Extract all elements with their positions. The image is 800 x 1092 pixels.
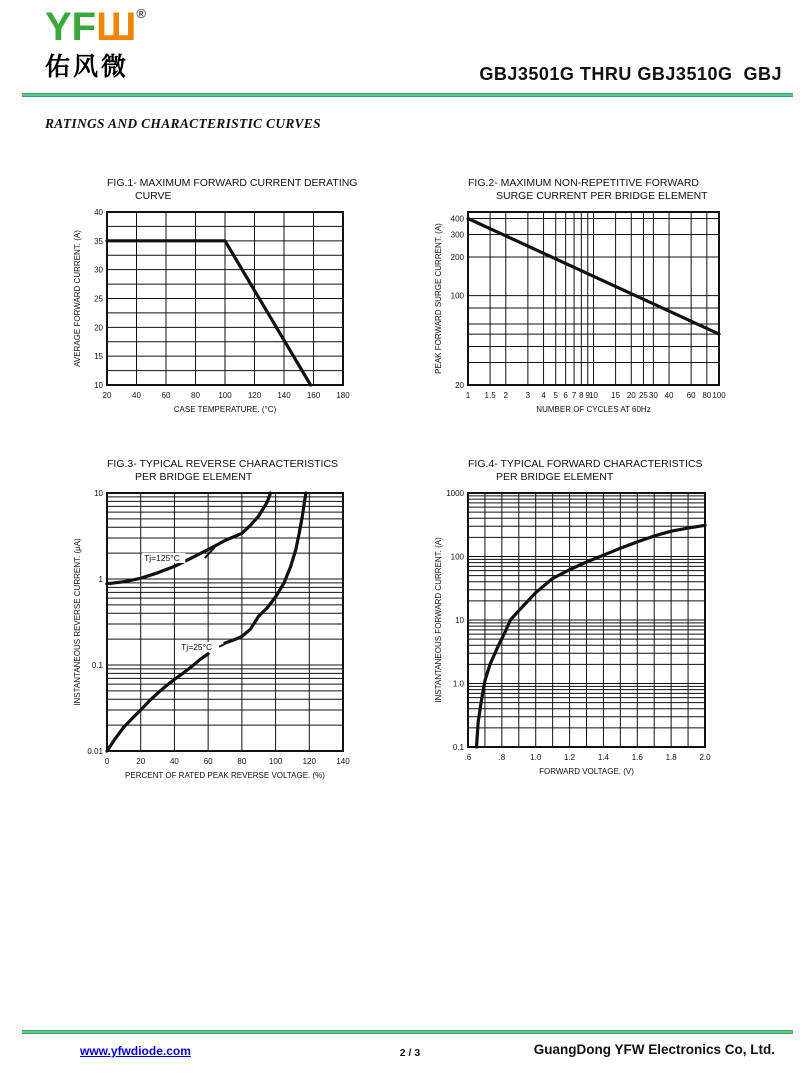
svg-text:60: 60 <box>203 757 213 767</box>
yfw-logo <box>45 5 146 83</box>
figure-2-title <box>468 177 728 202</box>
header-divider <box>22 93 793 97</box>
svg-text:NUMBER OF CYCLES AT 60Hz: NUMBER OF CYCLES AT 60Hz <box>536 405 651 415</box>
svg-text:25: 25 <box>94 294 103 304</box>
svg-text:1.4: 1.4 <box>597 753 609 763</box>
svg-text:80: 80 <box>237 757 247 767</box>
svg-text:160: 160 <box>306 391 321 401</box>
website-link[interactable]: www.yfwdiode.com <box>80 1044 191 1058</box>
figure-3 <box>71 458 352 785</box>
figure-4-chart <box>432 485 714 781</box>
svg-text:PEAK FORWARD SURGE CURRENT. (A: PEAK FORWARD SURGE CURRENT. (A) <box>434 223 443 375</box>
svg-text:0.01: 0.01 <box>87 747 103 757</box>
svg-text:100: 100 <box>450 291 464 301</box>
svg-text:10: 10 <box>455 616 464 626</box>
svg-text:2.0: 2.0 <box>699 753 711 763</box>
svg-text:.6: .6 <box>464 753 472 763</box>
svg-text:20: 20 <box>102 391 112 401</box>
svg-text:FORWARD VOLTAGE. (V): FORWARD VOLTAGE. (V) <box>539 767 634 777</box>
registered-trademark-icon: ® <box>136 6 146 21</box>
logo-chinese-name: 佑风微 <box>45 53 130 81</box>
svg-text:20: 20 <box>455 381 464 391</box>
svg-text:1: 1 <box>465 391 471 401</box>
svg-text:4: 4 <box>541 391 546 401</box>
svg-text:140: 140 <box>277 391 291 401</box>
figure-1 <box>71 177 357 419</box>
svg-text:1.0: 1.0 <box>452 679 464 689</box>
svg-text:30: 30 <box>94 265 103 275</box>
figure-1-title <box>107 177 357 202</box>
svg-text:9: 9 <box>585 391 590 401</box>
figure-2-title-line2: SURGE CURRENT PER BRIDGE ELEMENT <box>496 189 708 202</box>
svg-text:120: 120 <box>247 391 262 401</box>
figure-4-title-line2: PER BRIDGE ELEMENT <box>496 470 614 483</box>
svg-text:0: 0 <box>104 757 110 767</box>
svg-text:0.1: 0.1 <box>91 661 103 671</box>
section-title: RATINGS AND CHARACTERISTIC CURVES <box>45 116 321 131</box>
svg-text:300: 300 <box>450 230 464 240</box>
figure-4-title-line1: FIG.4- TYPICAL FORWARD CHARACTERISTICS <box>468 458 703 470</box>
svg-text:1.0: 1.0 <box>530 753 542 763</box>
figure-3-title-line1: FIG.3- TYPICAL REVERSE CHARACTERISTICS <box>107 458 339 470</box>
svg-text:2: 2 <box>503 391 509 401</box>
svg-text:7: 7 <box>571 391 577 401</box>
svg-text:100: 100 <box>218 391 232 401</box>
svg-text:10: 10 <box>94 381 103 391</box>
svg-text:400: 400 <box>450 214 464 224</box>
svg-text:120: 120 <box>302 757 316 767</box>
svg-text:AVERAGE FORWARD CURRENT. (A): AVERAGE FORWARD CURRENT. (A) <box>73 230 82 368</box>
svg-text:15: 15 <box>611 391 621 401</box>
svg-text:15: 15 <box>94 352 103 362</box>
part-number-title: GBJ3501G THRU GBJ3510G GBJ <box>479 64 782 84</box>
svg-text:20: 20 <box>626 391 636 401</box>
svg-text:35: 35 <box>94 237 103 247</box>
svg-text:100: 100 <box>450 552 464 562</box>
svg-text:PERCENT OF RATED PEAK REVERSE: PERCENT OF RATED PEAK REVERSE VOLTAGE. (%) <box>125 771 325 781</box>
svg-text:20: 20 <box>94 323 103 333</box>
logo-yf-text: YF <box>45 5 97 49</box>
figure-3-title-line2: PER BRIDGE ELEMENT <box>135 470 253 483</box>
svg-text:80: 80 <box>702 391 712 401</box>
page-indicator: 2 / 3 <box>399 1047 421 1059</box>
company-name: GuangDong YFW Electronics Co, Ltd. <box>533 1042 775 1057</box>
logo-sha-glyph: Ш <box>96 5 137 49</box>
svg-text:3: 3 <box>525 391 531 401</box>
svg-text:1.6: 1.6 <box>631 753 643 763</box>
figure-4 <box>432 458 714 781</box>
svg-text:180: 180 <box>336 391 350 401</box>
svg-text:1.8: 1.8 <box>665 753 677 763</box>
svg-text:140: 140 <box>336 757 350 767</box>
figure-2-title-line1: FIG.2- MAXIMUM NON-REPETITIVE FORWARD <box>468 177 700 189</box>
figure-2 <box>432 177 728 419</box>
figure-3-chart <box>71 485 352 785</box>
svg-text:Tj=125°C: Tj=125°C <box>144 553 180 564</box>
svg-text:6: 6 <box>563 391 568 401</box>
svg-text:5: 5 <box>553 391 558 401</box>
figure-2-chart <box>432 204 728 419</box>
svg-text:1.2: 1.2 <box>564 753 576 763</box>
svg-text:25: 25 <box>638 391 648 401</box>
svg-text:60: 60 <box>686 391 696 401</box>
svg-text:40: 40 <box>132 391 141 401</box>
svg-text:30: 30 <box>648 391 658 401</box>
svg-text:80: 80 <box>191 391 200 401</box>
svg-text:100: 100 <box>712 391 726 401</box>
svg-text:1000: 1000 <box>446 489 464 499</box>
figure-4-title <box>468 458 714 483</box>
svg-text:Tj=25°C: Tj=25°C <box>181 642 213 653</box>
svg-text:INSTANTANEOUS REVERSE CURRENT.: INSTANTANEOUS REVERSE CURRENT. (μA) <box>73 538 82 706</box>
svg-text:0.1: 0.1 <box>452 743 464 753</box>
svg-text:.8: .8 <box>498 753 506 763</box>
svg-text:40: 40 <box>94 208 103 218</box>
svg-text:40: 40 <box>169 757 179 767</box>
figure-3-title <box>107 458 352 483</box>
footer-divider <box>22 1030 793 1034</box>
figure-1-title-line1: FIG.1- MAXIMUM FORWARD CURRENT DERATING <box>107 177 358 189</box>
svg-text:10: 10 <box>94 489 103 499</box>
svg-text:10: 10 <box>589 391 598 401</box>
svg-text:CASE TEMPERATURE. (°C): CASE TEMPERATURE. (°C) <box>173 405 277 415</box>
svg-text:8: 8 <box>579 391 584 401</box>
svg-text:1.5: 1.5 <box>484 391 496 401</box>
svg-text:20: 20 <box>136 757 146 767</box>
figure-1-title-line2: CURVE <box>135 189 172 202</box>
svg-text:100: 100 <box>268 757 283 767</box>
svg-text:40: 40 <box>664 391 674 401</box>
yfw-logo-wordmark <box>45 5 146 49</box>
figure-1-chart <box>71 204 352 419</box>
svg-text:60: 60 <box>161 391 171 401</box>
svg-text:200: 200 <box>450 253 464 263</box>
svg-text:INSTANTANEOUS FORWARD CURRENT.: INSTANTANEOUS FORWARD CURRENT. (A) <box>434 537 443 703</box>
svg-text:1: 1 <box>98 575 103 585</box>
